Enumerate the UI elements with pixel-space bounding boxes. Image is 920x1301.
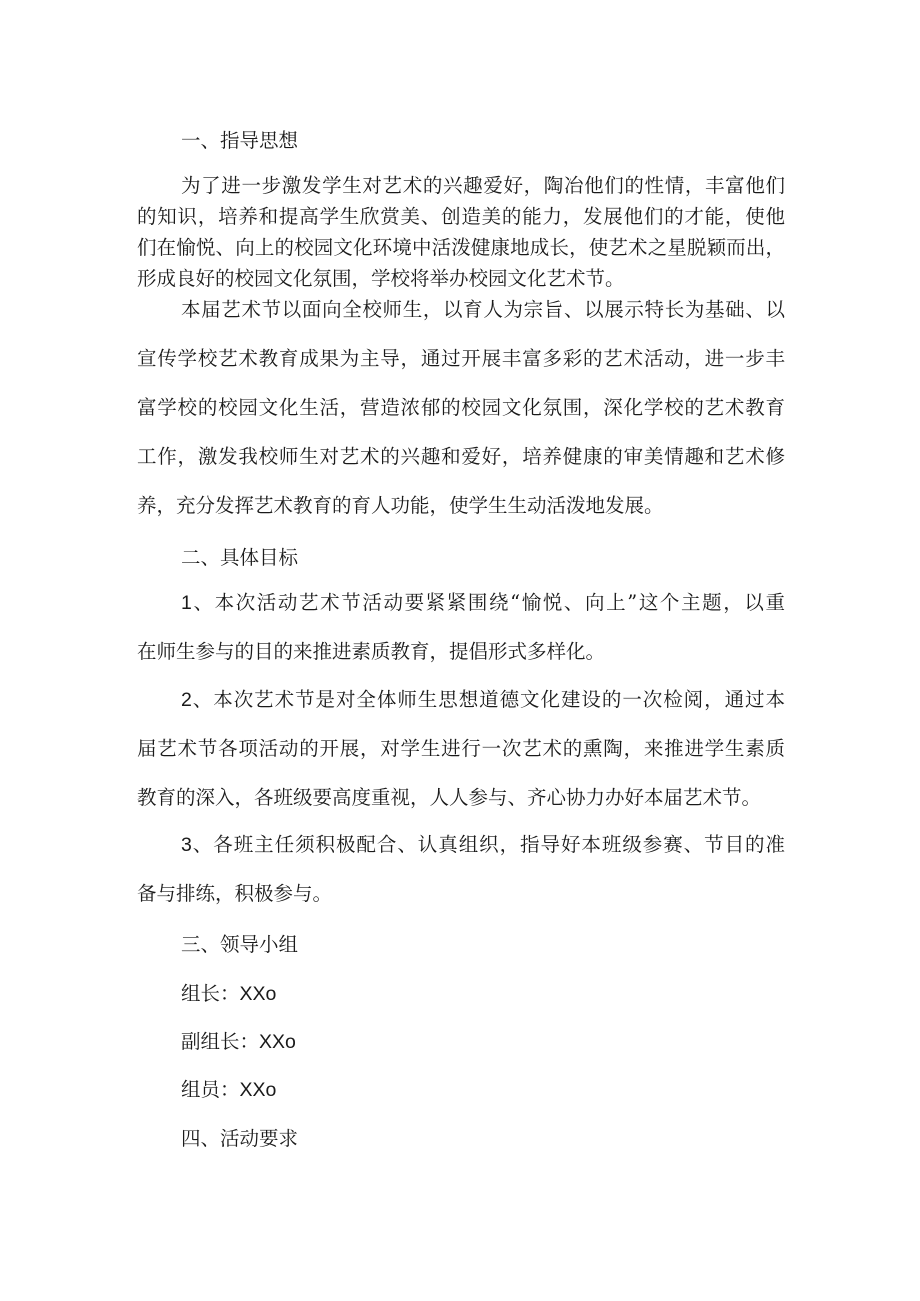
member-value: XXo	[239, 1079, 277, 1101]
text-line	[137, 675, 785, 724]
member-label: 组员：	[181, 1078, 240, 1101]
text-line: 养，充分发挥艺术教育的育人功能，使学生生动活泼地发展。	[137, 494, 664, 517]
section-heading-specific-goals: 二、具体目标	[181, 546, 299, 569]
goal-item-1	[137, 578, 785, 676]
goal-number: 3	[181, 834, 192, 856]
paragraph-purpose	[137, 170, 785, 294]
text-line: 工作，激发我校师生对艺术的兴趣和爱好，培养健康的审美情趣和艺术修	[137, 445, 785, 468]
goal-text: 、各班主任须积极配合、认真组织，指导好本班级参赛、节目的准	[191, 833, 785, 856]
text-line: 形成良好的校园文化氛围，学校将举办校园文化艺术节。	[137, 267, 625, 290]
goal-number: 2	[181, 689, 192, 711]
section-heading-leadership-group: 三、领导小组	[181, 933, 299, 956]
section-heading-guiding-ideology: 一、指导思想	[181, 129, 299, 152]
member-row	[181, 1074, 276, 1102]
text-line: 在师生参与的目的来推进素质教育，提倡形式多样化。	[137, 640, 606, 663]
goal-item-2	[137, 675, 785, 822]
deputy-leader-row	[181, 1026, 296, 1054]
text-line: 备与排练，积极参与。	[137, 882, 333, 905]
text-line: 宣传学校艺术教育成果为主导，通过开展丰富多彩的艺术活动，进一步丰	[137, 347, 785, 370]
paragraph-festival-overview	[137, 285, 785, 530]
leader-value: XXo	[239, 983, 277, 1005]
text-line: 们在愉悦、向上的校园文化环境中活泼健康地成长，使艺术之星脱颖而出，	[137, 236, 785, 259]
deputy-value: XXo	[259, 1031, 296, 1053]
text-line	[137, 820, 785, 869]
text-line: 本届艺术节以面向全校师生，以育人为宗旨、以展示特长为基础、以	[181, 298, 785, 321]
text-line: 教育的深入，各班级要高度重视，人人参与、齐心协力办好本届艺术节。	[137, 786, 762, 809]
text-line: 届艺术节各项活动的开展，对学生进行一次艺术的熏陶，来推进学生素质	[137, 737, 785, 760]
text-line	[137, 578, 785, 627]
goal-item-3	[137, 820, 785, 918]
section-heading-activity-requirements: 四、活动要求	[181, 1127, 299, 1150]
goal-text: 、本次艺术节是对全体师生思想道德文化建设的一次检阅，通过本	[191, 688, 785, 711]
deputy-label: 副组长：	[181, 1030, 260, 1053]
text-line: 的知识，培养和提高学生欣赏美、创造美的能力，发展他们的才能，使他	[137, 205, 785, 228]
goal-number: 1	[181, 592, 192, 614]
leader-row	[181, 978, 276, 1006]
goal-text: 、本次活动艺术节活动要紧紧围绕“愉悦、向上”这个主题，以重	[191, 591, 785, 614]
text-line: 为了进一步激发学生对艺术的兴趣爱好，陶冶他们的性情，丰富他们	[181, 174, 785, 197]
text-line: 富学校的校园文化生活，营造浓郁的校园文化氛围，深化学校的艺术教育	[137, 396, 785, 419]
leader-label: 组长：	[181, 982, 240, 1005]
